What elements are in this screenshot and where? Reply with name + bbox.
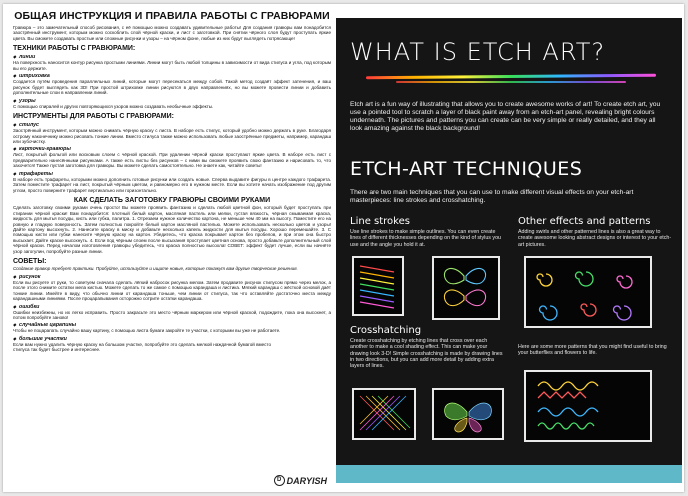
crosshatching-title: Crosshatching [350, 325, 422, 336]
other-effects-text-2: Here are some more patterns that you might find useful to bring your butterflies and flowers to life. [518, 344, 667, 357]
tool-text: В наборе есть трафареты, которыми можно дополнить готовые рисунки или создать новые. Сперва выдавите фигуры в центре каждого трафарета. Затем поместите трафарет на лист, покрытый чёрным цветом, и равномерно его в нужном месте. Если вы хотите начать изображение под другим углом, просто поверните трафарет вертикально или горизонтально. [13, 176, 331, 193]
brand-logo [274, 475, 327, 486]
line-strokes-image [352, 256, 404, 316]
technique-text: На поверхность наносится контур рисунка простыми линиями. Линии могут быть любой толщины в зависимости от вида стилуса и угла, под которым вы его держите. [13, 60, 331, 71]
instruction-sheet [3, 4, 684, 492]
crosshatching-image [352, 388, 416, 440]
techniques-heading: ТЕХНИКИ РАБОТЫ С ГРАВЮРАМИ: [13, 45, 136, 53]
howto-heading: КАК СДЕЛАТЬ ЗАГОТОВКУ ГРАВЮРЫ СВОИМИ РУКАМИ [73, 197, 271, 205]
tool-text: Лист, покрытый фольгой или восковым слоем с чёрной краской. При удалении чёрной краски проступают яркие цвета. В наборе есть лист с предварительно нанесёнными рисунками. А также есть листы без рисунков – с ними вы сможете проявить свою фантазию и нарисовать то, что захочется! Также пустая заготовка для гравюры. Вы можете сделать самостоятельно. Не знаете как, читайте советы! [13, 152, 331, 169]
howto-text: Сделать заготовку своими руками очень просто! Вы можете проявить фантазию и сделать любой цветной фон, который будет проступать при стирании чёрной краски! Вам понадобится: плотный белый картон, масляная пастель или мелки, густая вязкость, чёрная смываемая краска, жидкость для мытья посуды, кисть или губка, палитра. 1. Отрезаем нужное количество картона, не меньше чем 40 мм на высоту. Поместите его на ровную и гладкую поверхность. Затем полностью покройте белый картон масляной пастелью. Можете использовать несколько цветов и узоры! Дайте картону высохнуть. 2. Нанесите краску в миску и добавьте несколько капель жидкости для мытья посуды. Хорошо перемешайте. 3. С помощью кисти или губки нанесите чёрную краску на картон. Убедитесь, что краска покрывает картон без пробелов, и при этом она быстро высыхает. Дайте краске высохнуть. 4. Если под чёрным слоем после высыхания проступает цветная основа, просто добавьте дополнительный слой чёрной краски. Перед началом изготовления гравюры убедитесь, что краска полностью высохла! СОВЕТ: эффект будет лучше, если вы начнёте узор загогулин, попробуйте разные линии. [13, 205, 331, 254]
tool-name: ◆ трафареты [13, 171, 331, 177]
line-strokes-text: Use line strokes to make simple outlines. You can even create lines of different thicknesses depending on the kind of stylus you use and the angle you hold it at. [350, 229, 501, 248]
technique-text: С помощью спиралей и других повторяющихся узоров можно создавать необычные эффекты. [13, 103, 214, 109]
rainbow-stroke [366, 74, 656, 80]
line-strokes-title: Line strokes [350, 216, 410, 227]
tip-name: ◆ случайные царапины [13, 322, 331, 328]
other-effects-text: Adding swirls and other patterned lines is also a great way to create awesome looking abstract designs or interest to your etch-art pictures. [518, 229, 672, 248]
tool-text: Заострённый инструмент, которым можно снимать чёрную краску с листа. В наборе есть стилус, который удобно можно держать в руке. Благодаря острому наконечнику можно рисовать тонкие линии. Вместо стилуса также можно использовать любые заострённые предметы, например, карандаш или зубочистку. [13, 128, 331, 144]
technique-text: Создается путём проведения параллельных линий, которые могут пересекаться между собой. Такой метод создаёт эффект затенения, и ваш рисунок будет выглядеть как 3D! При простой штриховке линии рисуются в двух направлениях, но вы можете провести линии и добавить дополнительные слои в направлении линий. [13, 79, 331, 96]
technique-name: ◆ узоры [13, 98, 331, 104]
tip-name: ◆ рисунок [13, 274, 331, 280]
left-title: ОБЩАЯ ИНСТРУКЦИЯ И ПРАВИЛА РАБОТЫ С ГРАВЮРАМИ [14, 10, 330, 22]
logo-text: DARYISH [286, 475, 327, 486]
butterfly-outline-image [432, 256, 500, 320]
tips-heading: СОВЕТЫ: [13, 258, 47, 266]
russian-instructions [13, 10, 331, 488]
butterfly-icon [434, 390, 502, 438]
swirls-image [524, 256, 652, 328]
crosshatch-butterfly-image [432, 388, 504, 440]
patterns-image [524, 370, 652, 442]
left-intro: Гравюра – это замечательный способ рисования, с её помощью можно создавать удивительные работы! Для создания гравюры вам понадобится заострённый инструмент, которым можно соскоблить слой чёрной краски, и лист с заготовкой. При снятии чёрного слоя будут проступать яркие цвета. Вы сможете создавать простые или сложные рисунки и узоры – на чёрном фоне, любые из них будут выглядеть потрясающе! [13, 25, 331, 41]
tip-text: Если вам нужно удалить чёрную краску на большом участке, попробуйте это сделать мелкой наждачной бумагой вместо стилуса так будет быстрее и интереснее. [13, 341, 271, 353]
etch-art-title: WHAT IS ETCH ART? [350, 38, 606, 66]
techniques-title: ETCH-ART TECHNIQUES [350, 158, 583, 180]
logo-mark-icon: D [274, 475, 285, 486]
tool-name: ◆ карточки-гравюры [13, 146, 331, 152]
techniques-text: There are two main techniques that you can use to make different visual effects on your etch-art masterpieces: line strokes and crosshatching. [350, 189, 634, 204]
tip-text: Если вы рисуете от руки, то советуем сначала сделать лёгкий набросок рисунка мелом. Затем продавите рисунок стилусом прямо через мелок, а после этого снимите остатки мела кистью. Можете сделать то же самое с помощью карандаша и листика. Мягкий карандаш с жёсткой основой даёт тонкие линии. Имейте в виду, что обычно линии от карандаша тоньше, чем линии от стилуса, так что оставляйте достаточно места между карандашными линиями. После процарапывания осторожно сотрите остатки карандаша. [13, 279, 331, 302]
butterfly-icon [434, 258, 498, 318]
technique-name: ◆ линии [13, 54, 331, 60]
rainbow-lines-icon [354, 258, 402, 314]
swirls-icon [526, 258, 650, 326]
crosshatching-text: Create crosshatching by etching lines that cross over each another to make a cool shading effect. This can make your drawing look 3-D! Simple crosshatching is made by drawing lines in two directions, but you can add more detail by adding extra layers of lines. [350, 338, 503, 370]
bottom-color-strip [336, 465, 682, 483]
crosshatch-icon [354, 390, 414, 438]
other-effects-title: Other effects and patterns [518, 216, 651, 227]
tip-text: Ошибки неизбежны, но их легко исправить. Просто закрасьте это место чёрным маркером или чёрной краской, подождите, пока она высохнет, а потом попробуйте заново! [13, 309, 331, 320]
tool-name: ◆ стилус [13, 122, 331, 128]
tip-text: Чтобы не поцарапать случайно вашу картину, с помощью листа бумаги закройте те участки, с которыми вы уже не работаете. [13, 328, 281, 334]
rainbow-stroke [396, 81, 626, 83]
tip-name: ◆ большие участки [13, 336, 331, 342]
tools-heading: ИНСТРУМЕНТЫ ДЛЯ РАБОТЫ С ГРАВЮРАМИ: [13, 113, 174, 121]
etch-art-intro: Etch art is a fun way of illustrating that allows you to create awesome works of art! To create etch art, you use a pointed tool to scratch a layer of black paint away from an etch-art panel, revealing bright colours underneath. The pictures and patterns you can create can be very simple or really detailed, and they all look amazing against the black background! [350, 101, 661, 132]
tip-name: ◆ ошибки [13, 304, 331, 310]
etch-art-panel [336, 18, 682, 483]
technique-name: ◆ штриховка [13, 73, 331, 79]
wave-patterns-icon [526, 372, 650, 440]
tips-intro: Создание гравюр требует практики. Пробуйте, используйте и ищите новые, которые покажут вам другие творческие решения. [13, 266, 298, 272]
